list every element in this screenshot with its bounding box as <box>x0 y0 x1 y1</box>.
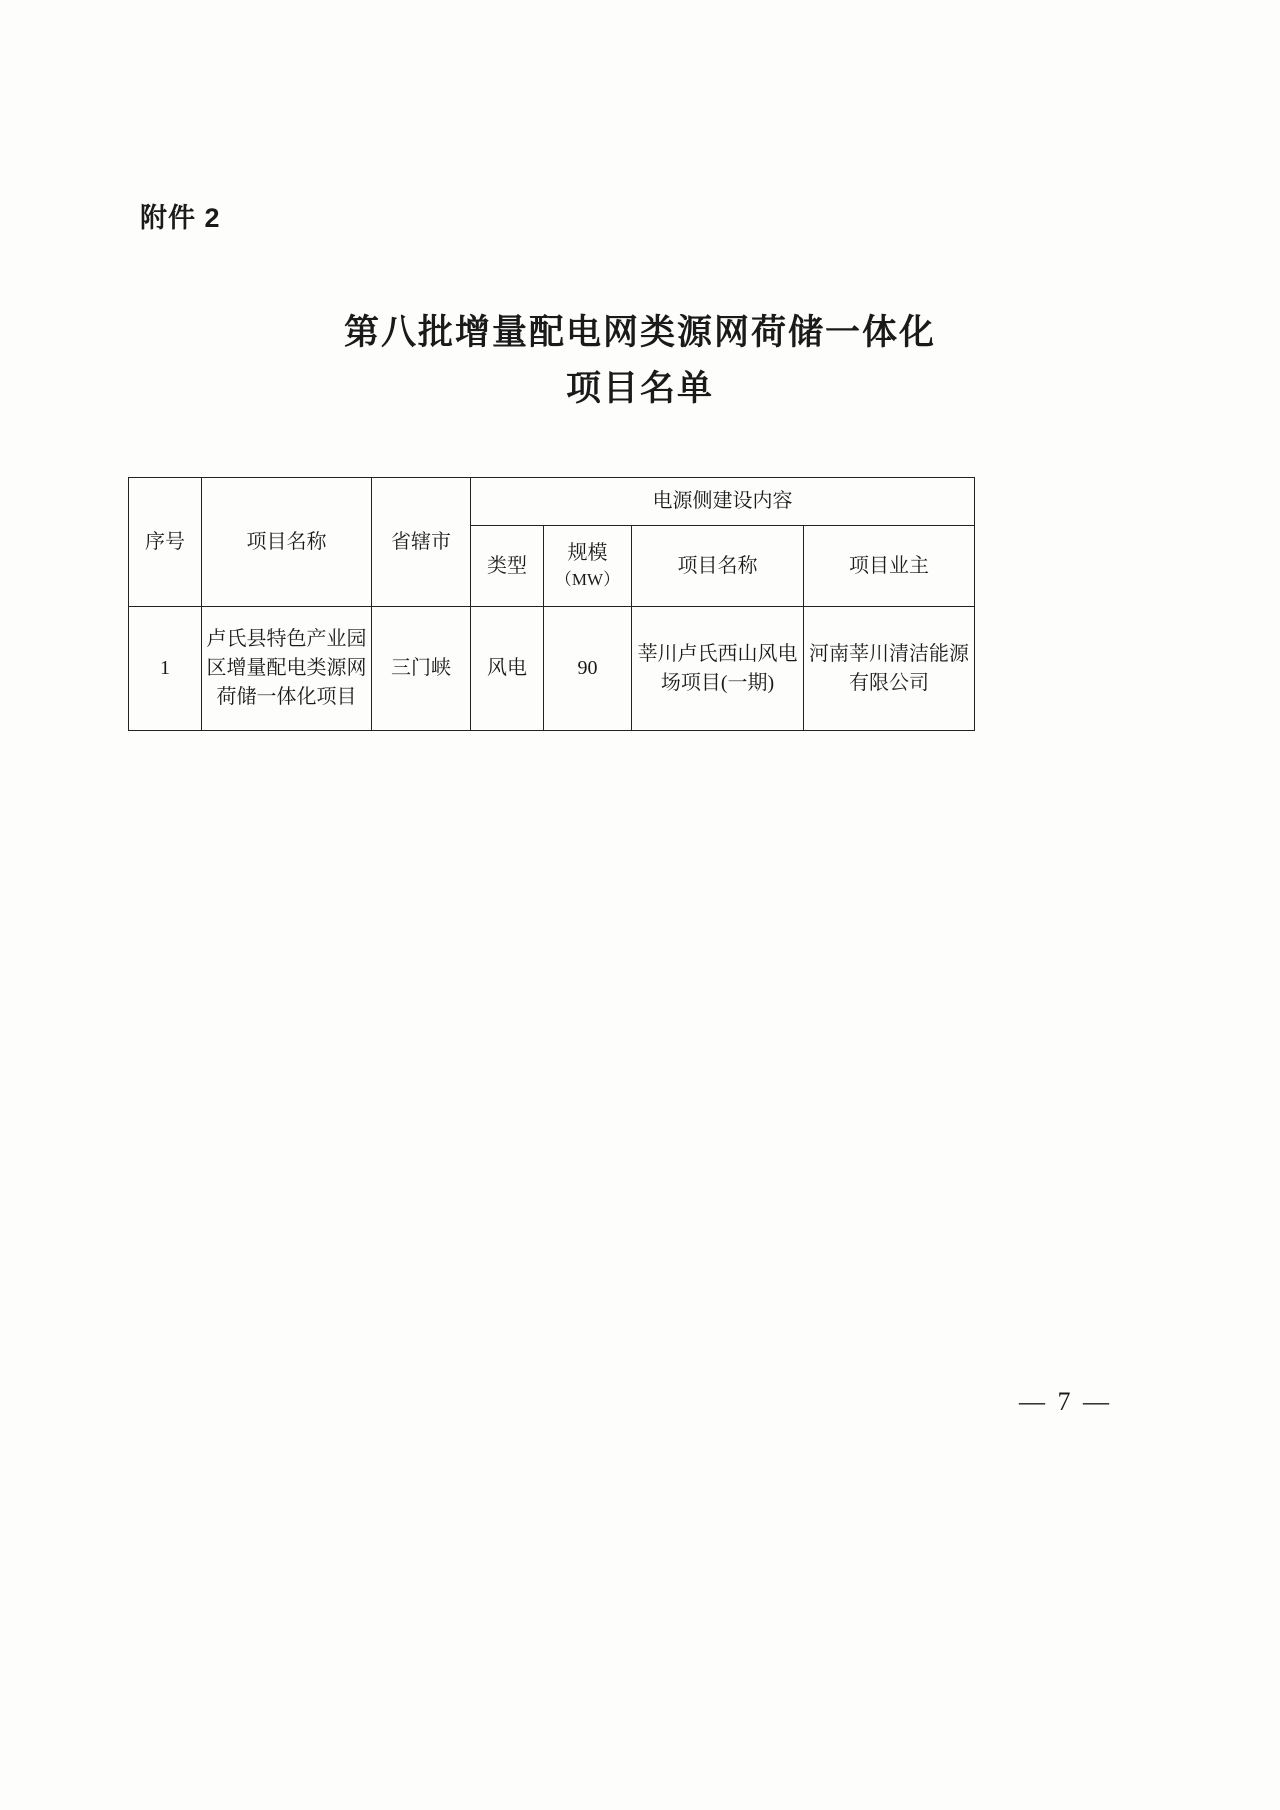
header-type: 类型 <box>471 526 544 607</box>
page-title-line1: 第八批增量配电网类源网荷储一体化 <box>343 313 936 352</box>
header-scale-unit: （MW） <box>554 570 621 590</box>
page-title-line2: 项目名单 <box>565 369 714 408</box>
header-source-project-name: 项目名称 <box>632 526 804 607</box>
cell-scale: 90 <box>544 607 632 731</box>
header-project-name: 项目名称 <box>202 478 372 607</box>
cell-project-name: 卢氏县特色产业园区增量配电类源网荷储一体化项目 <box>202 607 372 731</box>
cell-type: 风电 <box>471 607 544 731</box>
attachment-label: 附件 2 <box>140 203 221 233</box>
cell-seq: 1 <box>129 607 202 731</box>
header-owner: 项目业主 <box>804 526 975 607</box>
header-group-power-source: 电源侧建设内容 <box>471 478 975 526</box>
project-list-table <box>128 477 975 731</box>
cell-owner: 河南莘川清洁能源有限公司 <box>804 607 975 731</box>
table-row <box>129 607 975 731</box>
cell-city: 三门峡 <box>372 607 471 731</box>
header-scale <box>544 526 632 607</box>
page-number: — 7 — <box>1019 1387 1112 1416</box>
header-city: 省辖市 <box>372 478 471 607</box>
page-title <box>190 305 1090 417</box>
header-scale-label: 规模 <box>567 542 608 565</box>
header-seq: 序号 <box>129 478 202 607</box>
table-header-group-row <box>129 478 975 526</box>
cell-source-project-name: 莘川卢氏西山风电场项目(一期) <box>632 607 804 731</box>
